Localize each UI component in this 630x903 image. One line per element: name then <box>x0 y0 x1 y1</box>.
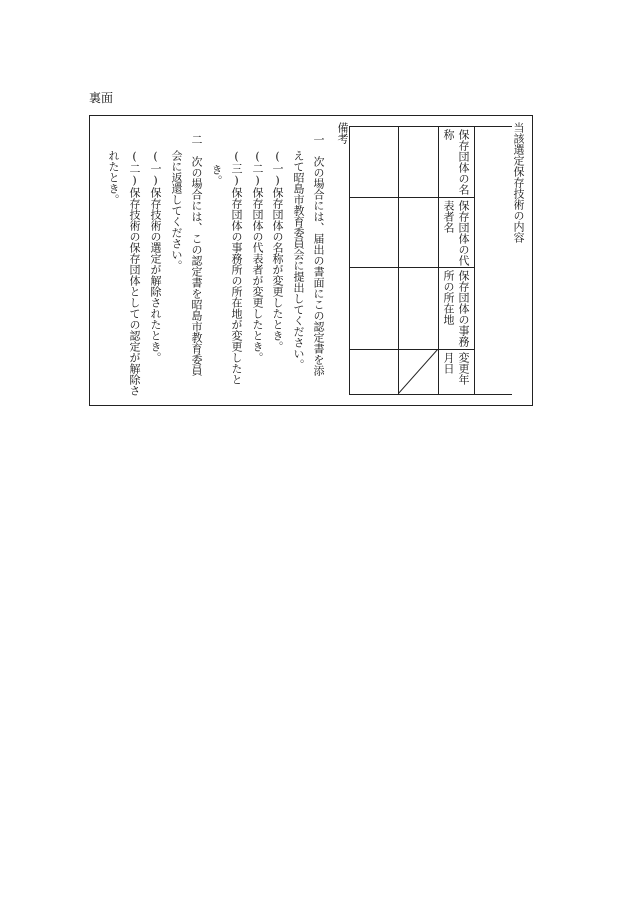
remarks-heading: 備考 <box>336 122 349 144</box>
remark-1-sub2: (二)保存団体の代表者が変更したとき。 <box>251 150 264 363</box>
remark-2-lead: 二 次の場合には、この認定書を昭島市教育委員 <box>190 134 203 376</box>
table-header-separator <box>438 126 439 394</box>
header-change-date-text: 変更年月日 <box>442 352 470 385</box>
header-representative-text: 保存団体の代表者名 <box>442 200 470 266</box>
remark-1-sub1: (一)保存団体の名称が変更したとき。 <box>271 150 284 352</box>
remark-2-cont: 会に返還してください。 <box>170 150 183 271</box>
table-left-border <box>349 126 350 394</box>
header-group-name <box>441 129 471 195</box>
page-label: 裏面 <box>89 91 114 105</box>
table-title: 当該選定保存技術の内容 <box>512 122 525 243</box>
header-representative <box>441 200 471 266</box>
table-row-sep-1 <box>349 197 474 198</box>
table-bottom-border <box>349 394 512 395</box>
table-row-sep-2 <box>349 267 474 268</box>
remark-2-sub2: (二)保存技術の保存団体としての認定が解除さ <box>128 150 141 396</box>
table-title-separator <box>474 126 475 394</box>
certificate-back-frame <box>89 115 533 406</box>
header-office-address-text: 保存団体の事務所の所在地 <box>442 270 470 347</box>
header-office-address <box>441 270 471 348</box>
table-top-border <box>349 126 512 127</box>
remark-1-sub3: (三)保存団体の事務所の所在地が変更したと <box>230 150 243 385</box>
remark-1-lead: 一 次の場合には、届出の書面にこの認定書を添 <box>312 134 325 376</box>
date-cell-diagonal <box>398 349 438 394</box>
remark-2-sub2-cont: れたとき。 <box>107 150 120 205</box>
remark-1-sub3-cont: き。 <box>210 164 223 186</box>
remark-1-cont: えて昭島市教育委員会に提出してください。 <box>292 150 305 370</box>
header-group-name-text: 保存団体の名称 <box>442 129 470 195</box>
remark-2-sub1: (一)保存技術の選定が解除されたとき。 <box>149 150 162 363</box>
header-change-date <box>441 352 471 392</box>
